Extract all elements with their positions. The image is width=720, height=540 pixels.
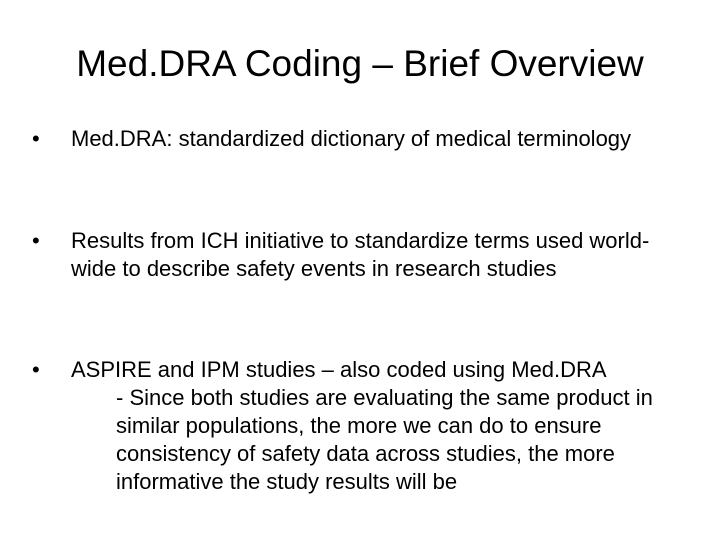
bullet-text: Results from ICH initiative to standardize terms used world-wide to describe safety events in research studies <box>71 228 650 281</box>
bullet-text: ASPIRE and IPM studies – also coded using Med.DRA <box>71 357 607 382</box>
bullet-item <box>32 125 692 153</box>
bullet-item <box>32 227 692 283</box>
bullet-marker: • <box>32 357 40 382</box>
bullet-marker: • <box>32 228 40 253</box>
bullet-subtext: - Since both studies are evaluating the same product in similar populations, the more we can do to ensure consistency of safety data across studies, the more informative the study results will be <box>116 385 653 494</box>
bullet-item <box>32 356 692 496</box>
slide-title: Med.DRA Coding – Brief Overview <box>76 43 644 84</box>
bullet-text: Med.DRA: standardized dictionary of medical terminology <box>71 126 632 151</box>
bullet-marker: • <box>32 126 40 151</box>
